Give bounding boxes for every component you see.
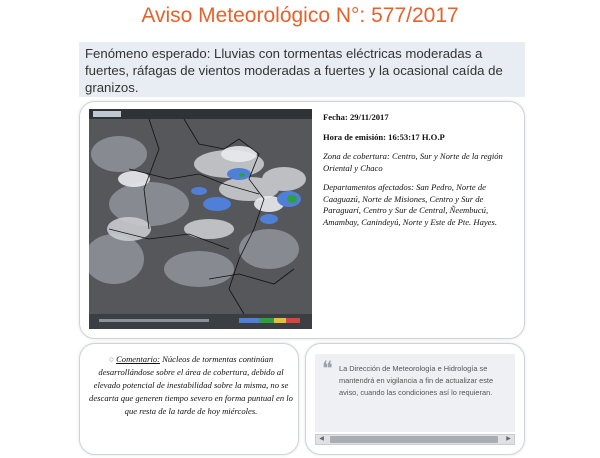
scroll-left-icon[interactable]: ◀: [319, 436, 324, 442]
comment-label: Comentario:: [116, 354, 160, 364]
issue-time: Hora de emisión: 16:53:17 H.O.P: [323, 131, 445, 142]
warning-info: [323, 112, 519, 236]
issue-date: Fecha: 29/11/2017: [323, 112, 389, 122]
quote-text: La Dirección de Meteorología e Hidrología se mantendrá en vigilancia a fin de actualizar este aviso, cuando las condiciones así lo requieran.: [339, 364, 494, 397]
comment-text: [89, 353, 293, 418]
scroll-right-icon[interactable]: ▶: [506, 436, 511, 442]
warning-card: [79, 101, 525, 339]
satellite-image: [89, 109, 312, 329]
quote-icon: ❝: [322, 356, 333, 380]
quote-box[interactable]: [315, 354, 515, 432]
bullet-icon: ○: [108, 354, 115, 364]
phenomenon-banner: Fenómeno esperado: Lluvias con tormentas eléctricas moderadas a fuertes, ráfagas de vientos moderadas a fuertes y la ocasional caída de granizos.: [79, 42, 525, 97]
coverage-zone: Zona de cobertura: Centro, Sur y Norte de la región Oriental y Chaco: [323, 151, 503, 173]
comment-body: Núcleos de tormentas continúan desarrollándose sobre el área de cobertura, debido al elevado potencial de inestabilidad sobre la misma, no se descarta que generen tiempo severo en forma puntual en lo que resta de la tarde de hoy miércoles.: [89, 354, 293, 416]
page-title: Aviso Meteorológico N°: 577/2017: [141, 4, 459, 27]
comment-card: [79, 343, 299, 455]
vigilance-card: [305, 343, 525, 455]
horizontal-scrollbar[interactable]: [315, 434, 515, 445]
affected-departments: Departamentos afectados: San Pedro, Norte de Caaguazú, Norte de Misiones, Centro y Sur de Paraguarí, Centro y Sur de Central, Ñeembucú, Amambay, Canindeyú, Norte y Este de Pte. Hayes.: [323, 182, 497, 227]
scroll-thumb[interactable]: [330, 436, 498, 443]
